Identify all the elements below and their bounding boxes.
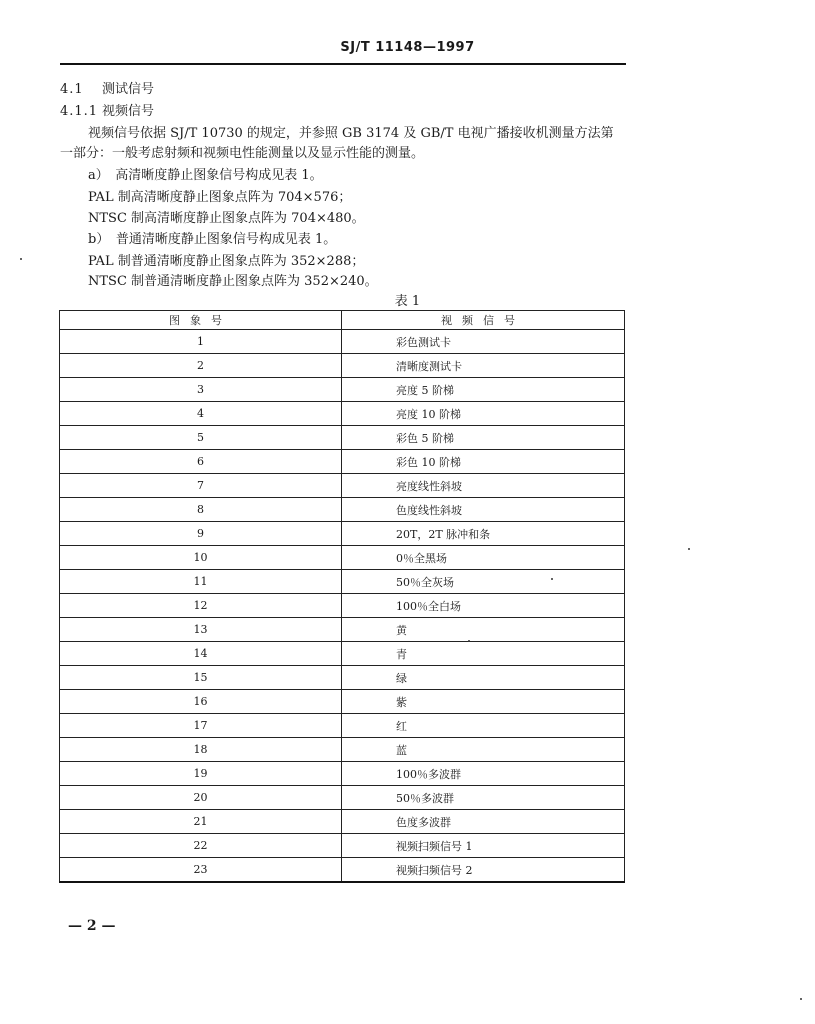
video-signal-cell: 视频扫频信号 2 (342, 858, 625, 883)
video-signal-cell: 黄 (342, 618, 625, 642)
page-number: — 2 — (68, 918, 116, 934)
video-signal-cell: 紫 (342, 690, 625, 714)
image-number-cell: 2 (60, 354, 342, 378)
video-signal-cell: 色度线性斜坡 (342, 498, 625, 522)
image-number-cell: 17 (60, 714, 342, 738)
column-header-image-number: 图象号 (60, 311, 342, 330)
video-signal-cell: 50％多波群 (342, 786, 625, 810)
signal-table (59, 310, 625, 883)
video-signal-cell: 50％全灰场 (342, 570, 625, 594)
image-number-cell: 1 (60, 330, 342, 354)
table-row (60, 522, 625, 546)
video-signal-cell: 彩色 5 阶梯 (342, 426, 625, 450)
table-row (60, 762, 625, 786)
table-row (60, 330, 625, 354)
table-row (60, 402, 625, 426)
video-signal-cell: 红 (342, 714, 625, 738)
image-number-cell: 19 (60, 762, 342, 786)
scan-speck (551, 578, 553, 580)
image-number-cell: 18 (60, 738, 342, 762)
video-signal-cell: 视频扫频信号 1 (342, 834, 625, 858)
header-rule (60, 63, 626, 65)
video-signal-cell: 0％全黑场 (342, 546, 625, 570)
table-row (60, 594, 625, 618)
image-number-cell: 12 (60, 594, 342, 618)
table-body (60, 330, 625, 883)
video-signal-cell: 亮度线性斜坡 (342, 474, 625, 498)
subsection-heading (60, 100, 154, 119)
table-caption: 表 1 (394, 294, 421, 309)
paragraph-line: 一部分：一般考虑射频和视频电性能测量以及显示性能的测量。 (60, 146, 425, 161)
column-header-video-signal: 视频信号 (342, 311, 625, 330)
image-number-cell: 14 (60, 642, 342, 666)
subsection-title: 视频信号 (102, 104, 155, 119)
table-row (60, 738, 625, 762)
video-signal-cell: 色度多波群 (342, 810, 625, 834)
video-signal-cell: 绿 (342, 666, 625, 690)
image-number-cell: 21 (60, 810, 342, 834)
table-row (60, 570, 625, 594)
list-item-a: a） 高清晰度静止图象信号构成见表 1。 (88, 168, 323, 183)
video-signal-cell: 100％多波群 (342, 762, 625, 786)
image-number-cell: 6 (60, 450, 342, 474)
image-number-cell: 4 (60, 402, 342, 426)
image-number-cell: 23 (60, 858, 342, 883)
image-number-cell: 20 (60, 786, 342, 810)
image-number-cell: 11 (60, 570, 342, 594)
section-number: 4.1 (60, 82, 84, 97)
table-row (60, 690, 625, 714)
video-signal-cell: 20T，2T 脉冲和条 (342, 522, 625, 546)
table-row (60, 642, 625, 666)
section-heading (60, 78, 154, 97)
table-row (60, 498, 625, 522)
table-row (60, 858, 625, 883)
image-number-cell: 15 (60, 666, 342, 690)
list-item-a-pal: PAL 制高清晰度静止图象点阵为 704×576； (88, 190, 352, 205)
image-number-cell: 5 (60, 426, 342, 450)
table-row (60, 378, 625, 402)
table-row (60, 810, 625, 834)
image-number-cell: 13 (60, 618, 342, 642)
table-row (60, 450, 625, 474)
table-row (60, 546, 625, 570)
video-signal-cell: 蓝 (342, 738, 625, 762)
scan-speck (20, 258, 22, 260)
list-item-b-pal: PAL 制普通清晰度静止图象点阵为 352×288； (88, 254, 365, 269)
video-signal-cell: 青 (342, 642, 625, 666)
scan-speck (468, 640, 470, 642)
section-title: 测试信号 (102, 82, 155, 97)
video-signal-cell: 彩色测试卡 (342, 330, 625, 354)
paragraph-line: 视频信号依据 SJ/T 10730 的规定，并参照 GB 3174 及 GB/T 电视广播接收机测量方法第 (88, 126, 614, 141)
image-number-cell: 10 (60, 546, 342, 570)
list-item-b-ntsc: NTSC 制普通清晰度静止图象点阵为 352×240。 (88, 274, 378, 289)
image-number-cell: 3 (60, 378, 342, 402)
image-number-cell: 16 (60, 690, 342, 714)
document-header: SJ/T 11148—1997 (340, 40, 475, 55)
video-signal-cell: 亮度 5 阶梯 (342, 378, 625, 402)
image-number-cell: 22 (60, 834, 342, 858)
scan-speck (800, 998, 802, 1000)
scan-speck (688, 548, 690, 550)
table-row (60, 474, 625, 498)
video-signal-cell: 亮度 10 阶梯 (342, 402, 625, 426)
video-signal-cell: 100％全白场 (342, 594, 625, 618)
table-row (60, 834, 625, 858)
table-row (60, 354, 625, 378)
image-number-cell: 9 (60, 522, 342, 546)
table-row (60, 618, 625, 642)
list-item-a-ntsc: NTSC 制高清晰度静止图象点阵为 704×480。 (88, 211, 365, 226)
table-row (60, 426, 625, 450)
video-signal-cell: 彩色 10 阶梯 (342, 450, 625, 474)
list-item-b: b） 普通清晰度静止图象信号构成见表 1。 (88, 232, 337, 247)
video-signal-cell: 清晰度测试卡 (342, 354, 625, 378)
table-row (60, 666, 625, 690)
image-number-cell: 7 (60, 474, 342, 498)
image-number-cell: 8 (60, 498, 342, 522)
table-row (60, 786, 625, 810)
subsection-number: 4.1.1 (60, 104, 99, 119)
table-row (60, 714, 625, 738)
table-header-row (60, 311, 625, 330)
